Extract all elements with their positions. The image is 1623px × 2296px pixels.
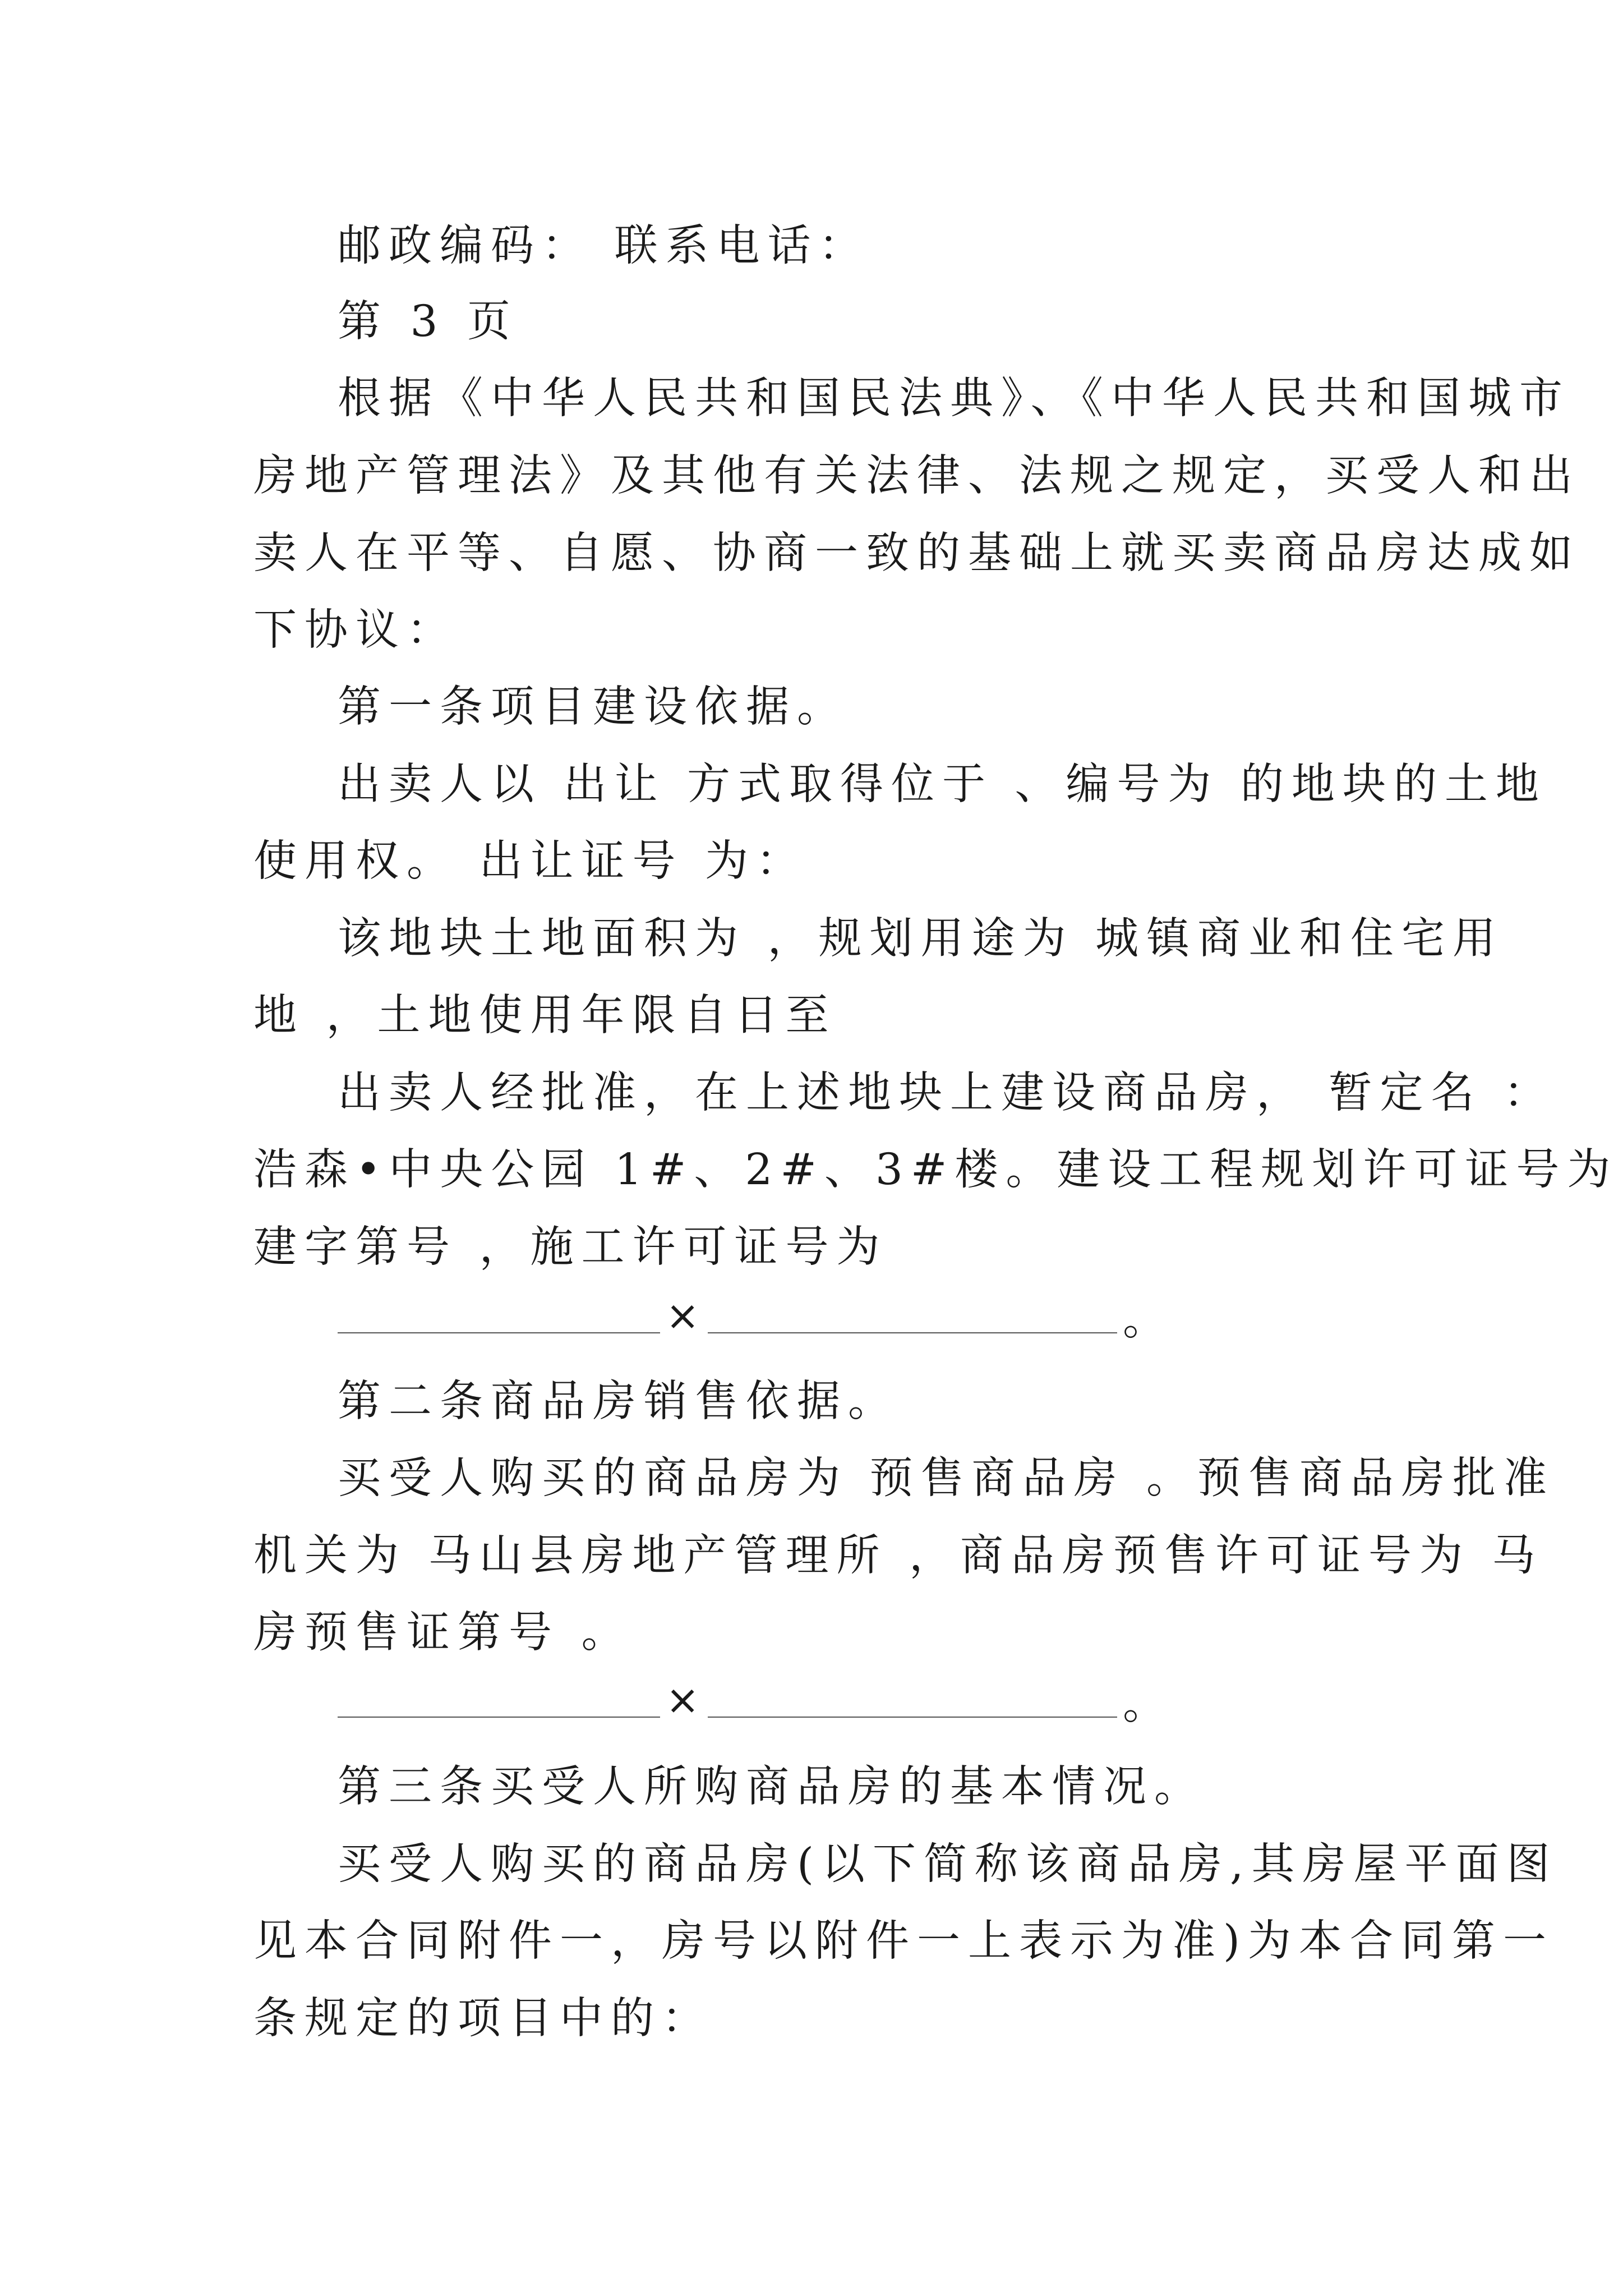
cross-mark: × <box>666 1292 700 1339</box>
article2-para1-line-1: 买受人购买的商品房为 预售商品房 。预售商品房批准 <box>338 1453 1555 1503</box>
article1-para2-line-1: 该地块土地面积为 ，规划用途为 城镇商业和住宅用 <box>338 914 1504 964</box>
blank-underline <box>708 1332 1117 1333</box>
blank-underline <box>338 1717 660 1718</box>
preamble-line-1: 根据《中华人民共和国民法典》、《中华人民共和国城市 <box>338 374 1570 424</box>
preamble-line-4: 下协议： <box>253 605 458 655</box>
period: 。 <box>1123 1295 1166 1345</box>
article2-blank-row <box>338 1676 1179 1729</box>
article1-para1-line-1: 出卖人以 出让 方式取得位于 、编号为 的地块的土地 <box>338 760 1547 809</box>
preamble-line-3: 卖人在平等、自愿、协商一致的基础上就买卖商品房达成如 <box>253 528 1580 578</box>
preamble-line-2: 房地产管理法》及其他有关法律、法规之规定，买受人和出 <box>253 451 1580 501</box>
article2-para1-line-3: 房预售证第号 。 <box>253 1608 633 1658</box>
blank-underline <box>708 1717 1117 1718</box>
article3-para1-line-1: 买受人购买的商品房(以下简称该商品房,其房屋平面图 <box>338 1839 1558 1889</box>
article2-para1-line-2: 机关为 马山县房地产管理所 ，商品房预售许可证号为 马 <box>253 1531 1543 1581</box>
article3-para1-line-2: 见本合同附件一，房号以附件一上表示为准)为本合同第一 <box>253 1916 1555 1966</box>
page-number: 第 3 页 <box>338 297 518 347</box>
article1-para3-line-1: 出卖人经批准，在上述地块上建设商品房， 暂定名 ： <box>338 1068 1555 1118</box>
article1-para2-line-2: 地 ，土地使用年限自日至 <box>253 991 837 1041</box>
article3-para1-line-3: 条规定的项目中的： <box>253 1994 713 2044</box>
article1-blank-row <box>338 1292 1179 1345</box>
article1-para3-line-2: 浩森•中央公园 1#、2#、3#楼。建设工程规划许可证号为 <box>253 1145 1619 1195</box>
article2-title: 第二条商品房销售依据。 <box>338 1377 899 1427</box>
article3-title: 第三条买受人所购商品房的基本情况。 <box>338 1762 1205 1812</box>
postal-phone-line: 邮政编码： 联系电话： <box>338 221 870 271</box>
blank-underline <box>338 1332 660 1333</box>
article1-para3-line-3: 建字第号 ，施工许可证号为 <box>253 1222 888 1272</box>
article1-para1-line-2: 使用权。 出让证号 为： <box>253 836 807 886</box>
period: 。 <box>1123 1680 1166 1729</box>
cross-mark: × <box>666 1676 700 1723</box>
article1-title: 第一条项目建设依据。 <box>338 682 848 732</box>
